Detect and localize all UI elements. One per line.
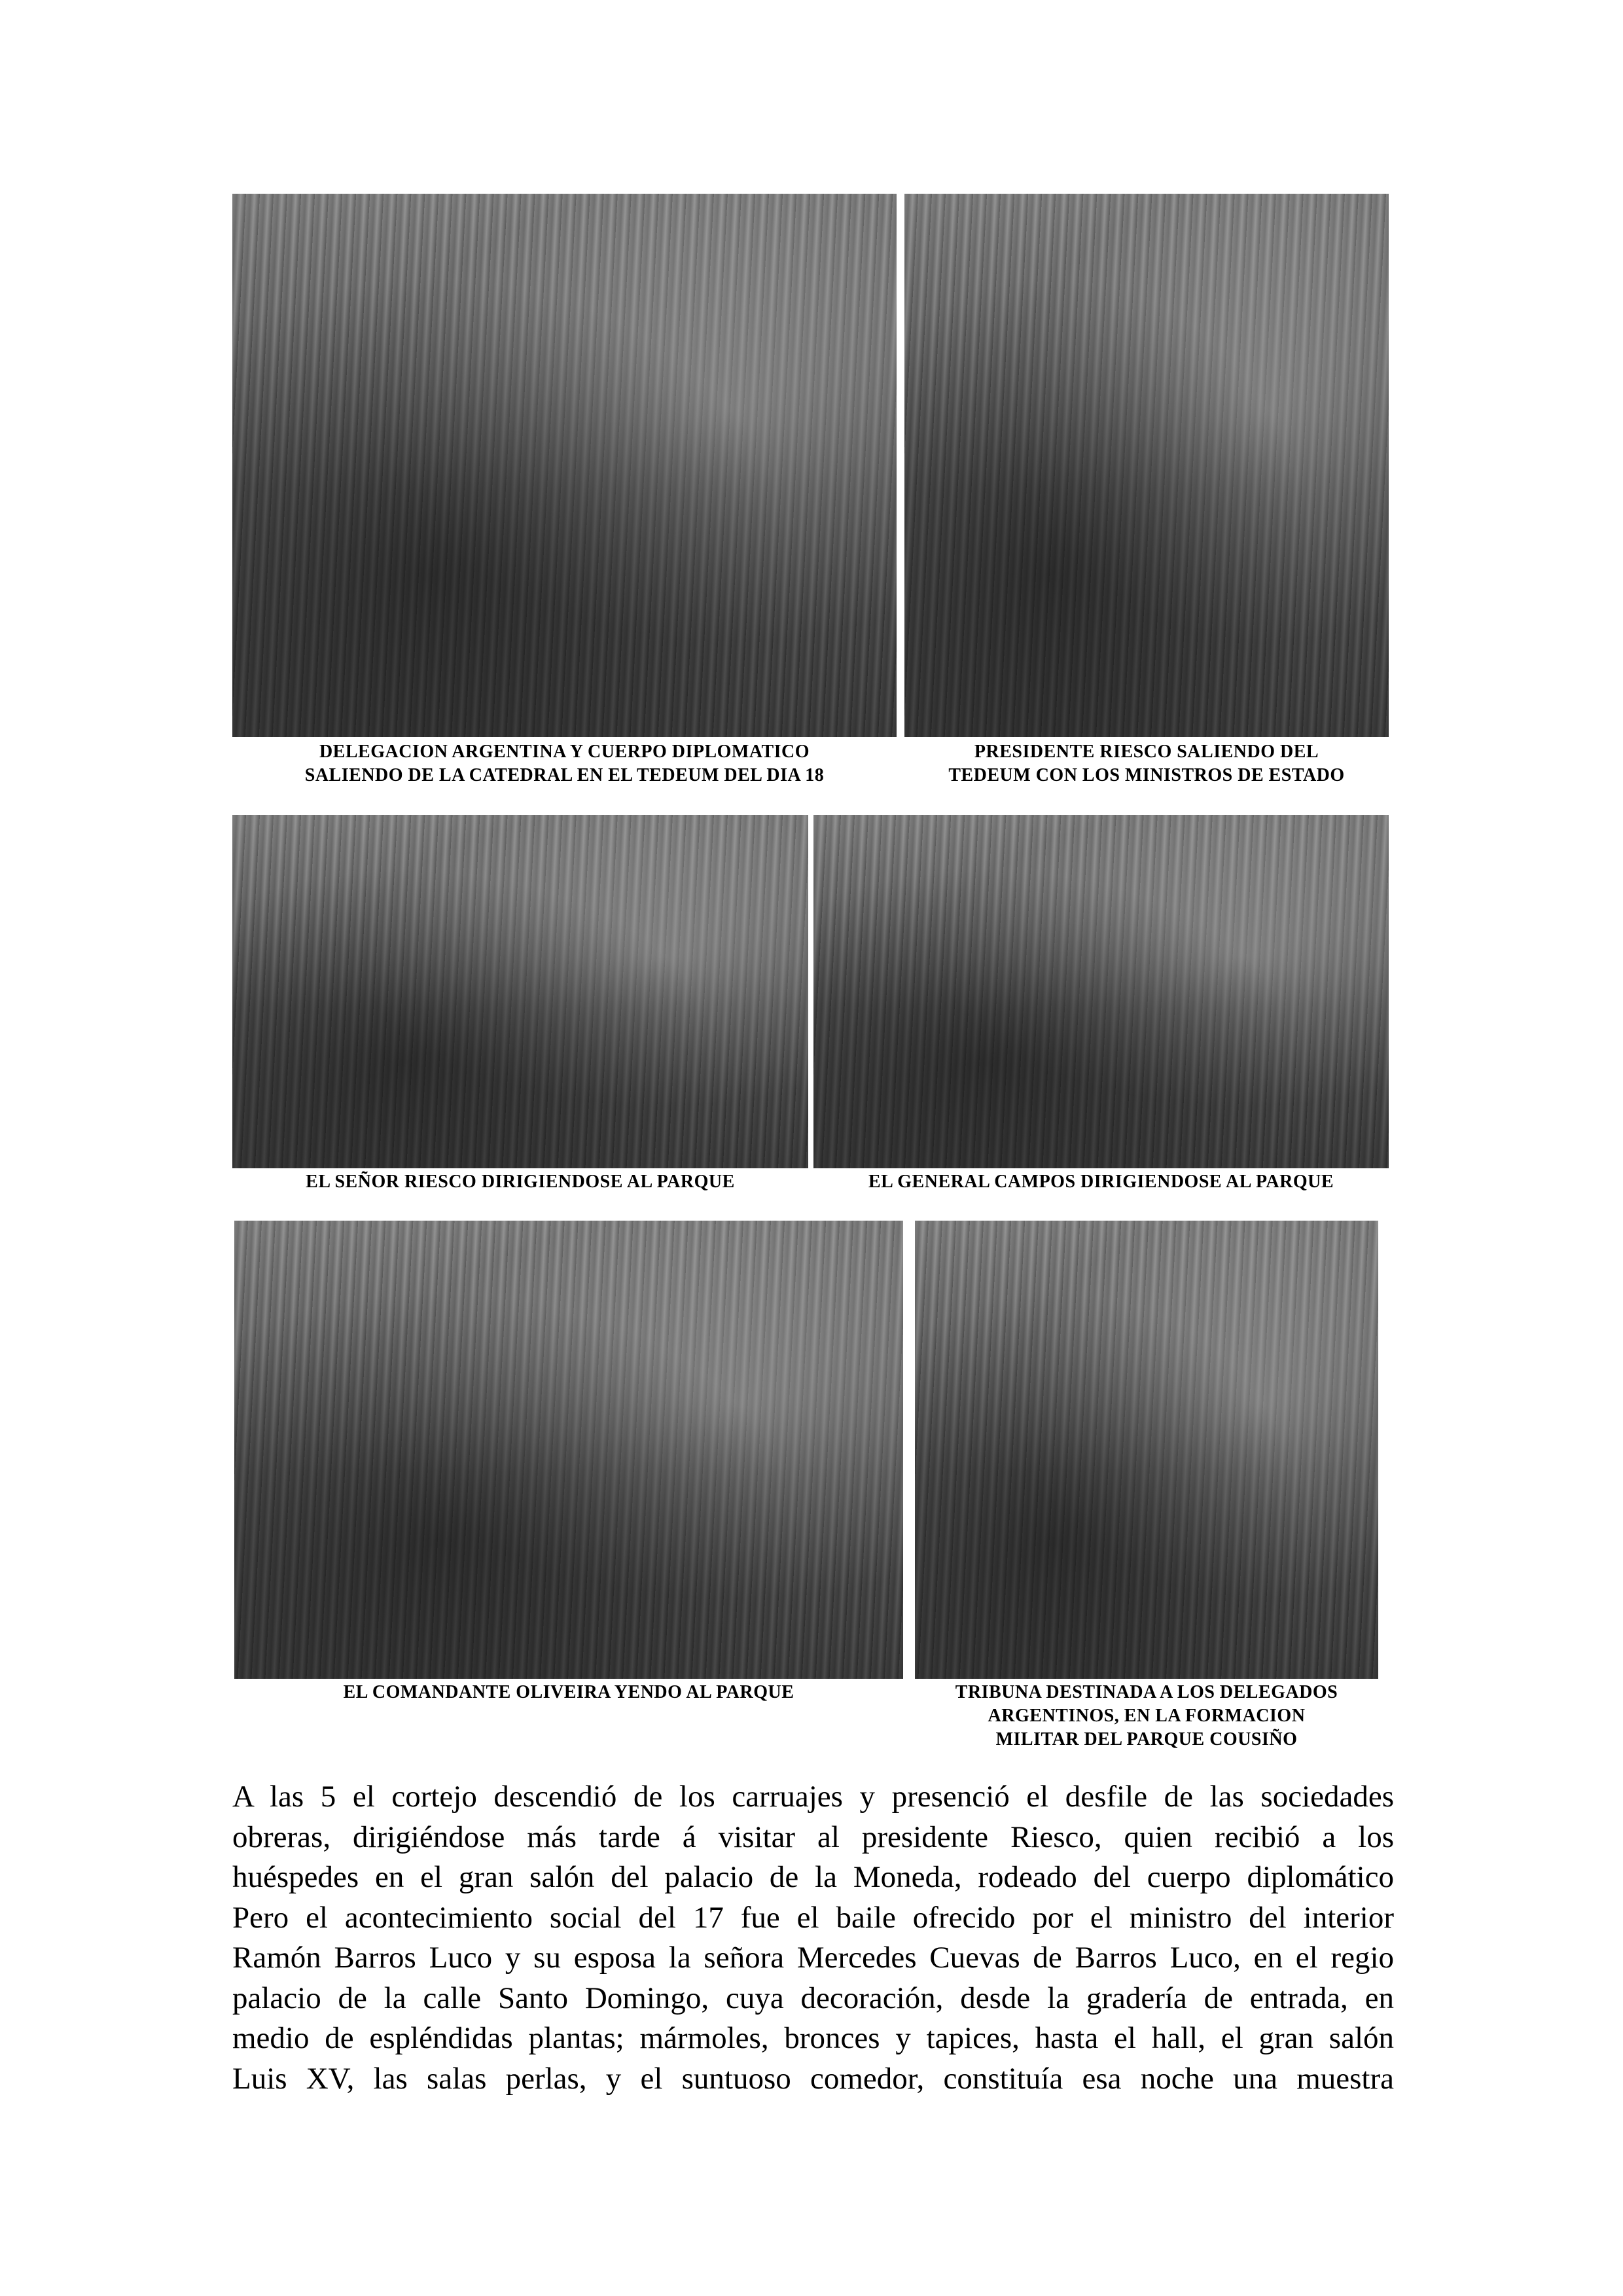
caption-tribuna-delegates: [915, 1681, 1378, 1751]
caption-riesco-to-park: [232, 1170, 808, 1194]
caption-line: PRESIDENTE RIESCO SALIENDO DEL: [974, 742, 1319, 762]
caption-line: MILITAR DEL PARQUE COUSIÑO: [995, 1729, 1298, 1749]
caption-campos-to-park: [813, 1170, 1389, 1194]
body-line: palacio de la calle Santo Domingo, cuya decoración, desde la gradería de entrada, en: [232, 1981, 1394, 2015]
caption-president-carriage: [904, 740, 1389, 787]
body-line: Pero el acontecimiento social del 17 fue el baile ofrecido por el ministro del interior: [232, 1900, 1394, 1935]
photo-president-carriage: [904, 194, 1389, 737]
photo-riesco-to-park: [232, 815, 808, 1168]
photo-tribuna-delegates: [915, 1221, 1378, 1679]
photo-cathedral-delegation: [232, 194, 897, 737]
photo-campos-to-park: [813, 815, 1389, 1168]
body-line: medio de espléndidas plantas; mármoles, bronces y tapices, hasta el hall, el gran salón: [232, 2021, 1394, 2055]
body-line: huéspedes en el gran salón del palacio de la Moneda, rodeado del cuerpo diplomático: [232, 1860, 1394, 1894]
caption-oliveira-to-park: [234, 1681, 903, 1704]
caption-cathedral-delegation: [232, 740, 897, 787]
caption-line: TRIBUNA DESTINADA A LOS DELEGADOS: [955, 1682, 1338, 1702]
caption-line: EL GENERAL CAMPOS DIRIGIENDOSE AL PARQUE: [868, 1172, 1334, 1192]
body-line: obreras, dirigiéndose más tarde á visitar al presidente Riesco, quien recibió a los: [232, 1820, 1394, 1854]
body-paragraph: [232, 1777, 1394, 2099]
caption-line: ARGENTINOS, EN LA FORMACION: [988, 1706, 1306, 1726]
caption-line: EL SEÑOR RIESCO DIRIGIENDOSE AL PARQUE: [306, 1172, 735, 1192]
caption-line: SALIENDO DE LA CATEDRAL EN EL TEDEUM DEL DIA 18: [304, 765, 825, 785]
caption-line: DELEGACION ARGENTINA Y CUERPO DIPLOMATICO: [319, 742, 810, 762]
caption-line: TEDEUM CON LOS MINISTROS DE ESTADO: [948, 765, 1345, 785]
body-line: A las 5 el cortejo descendió de los carruajes y presenció el desfile de las sociedades: [232, 1780, 1394, 1814]
body-line: Ramón Barros Luco y su esposa la señora Mercedes Cuevas de Barros Luco, en el regio: [232, 1941, 1394, 1975]
body-line: Luis XV, las salas perlas, y el suntuoso comedor, constituía esa noche una muestra: [232, 2061, 1394, 2096]
caption-line: EL COMANDANTE OLIVEIRA YENDO AL PARQUE: [343, 1682, 794, 1702]
photo-oliveira-to-park: [234, 1221, 903, 1679]
